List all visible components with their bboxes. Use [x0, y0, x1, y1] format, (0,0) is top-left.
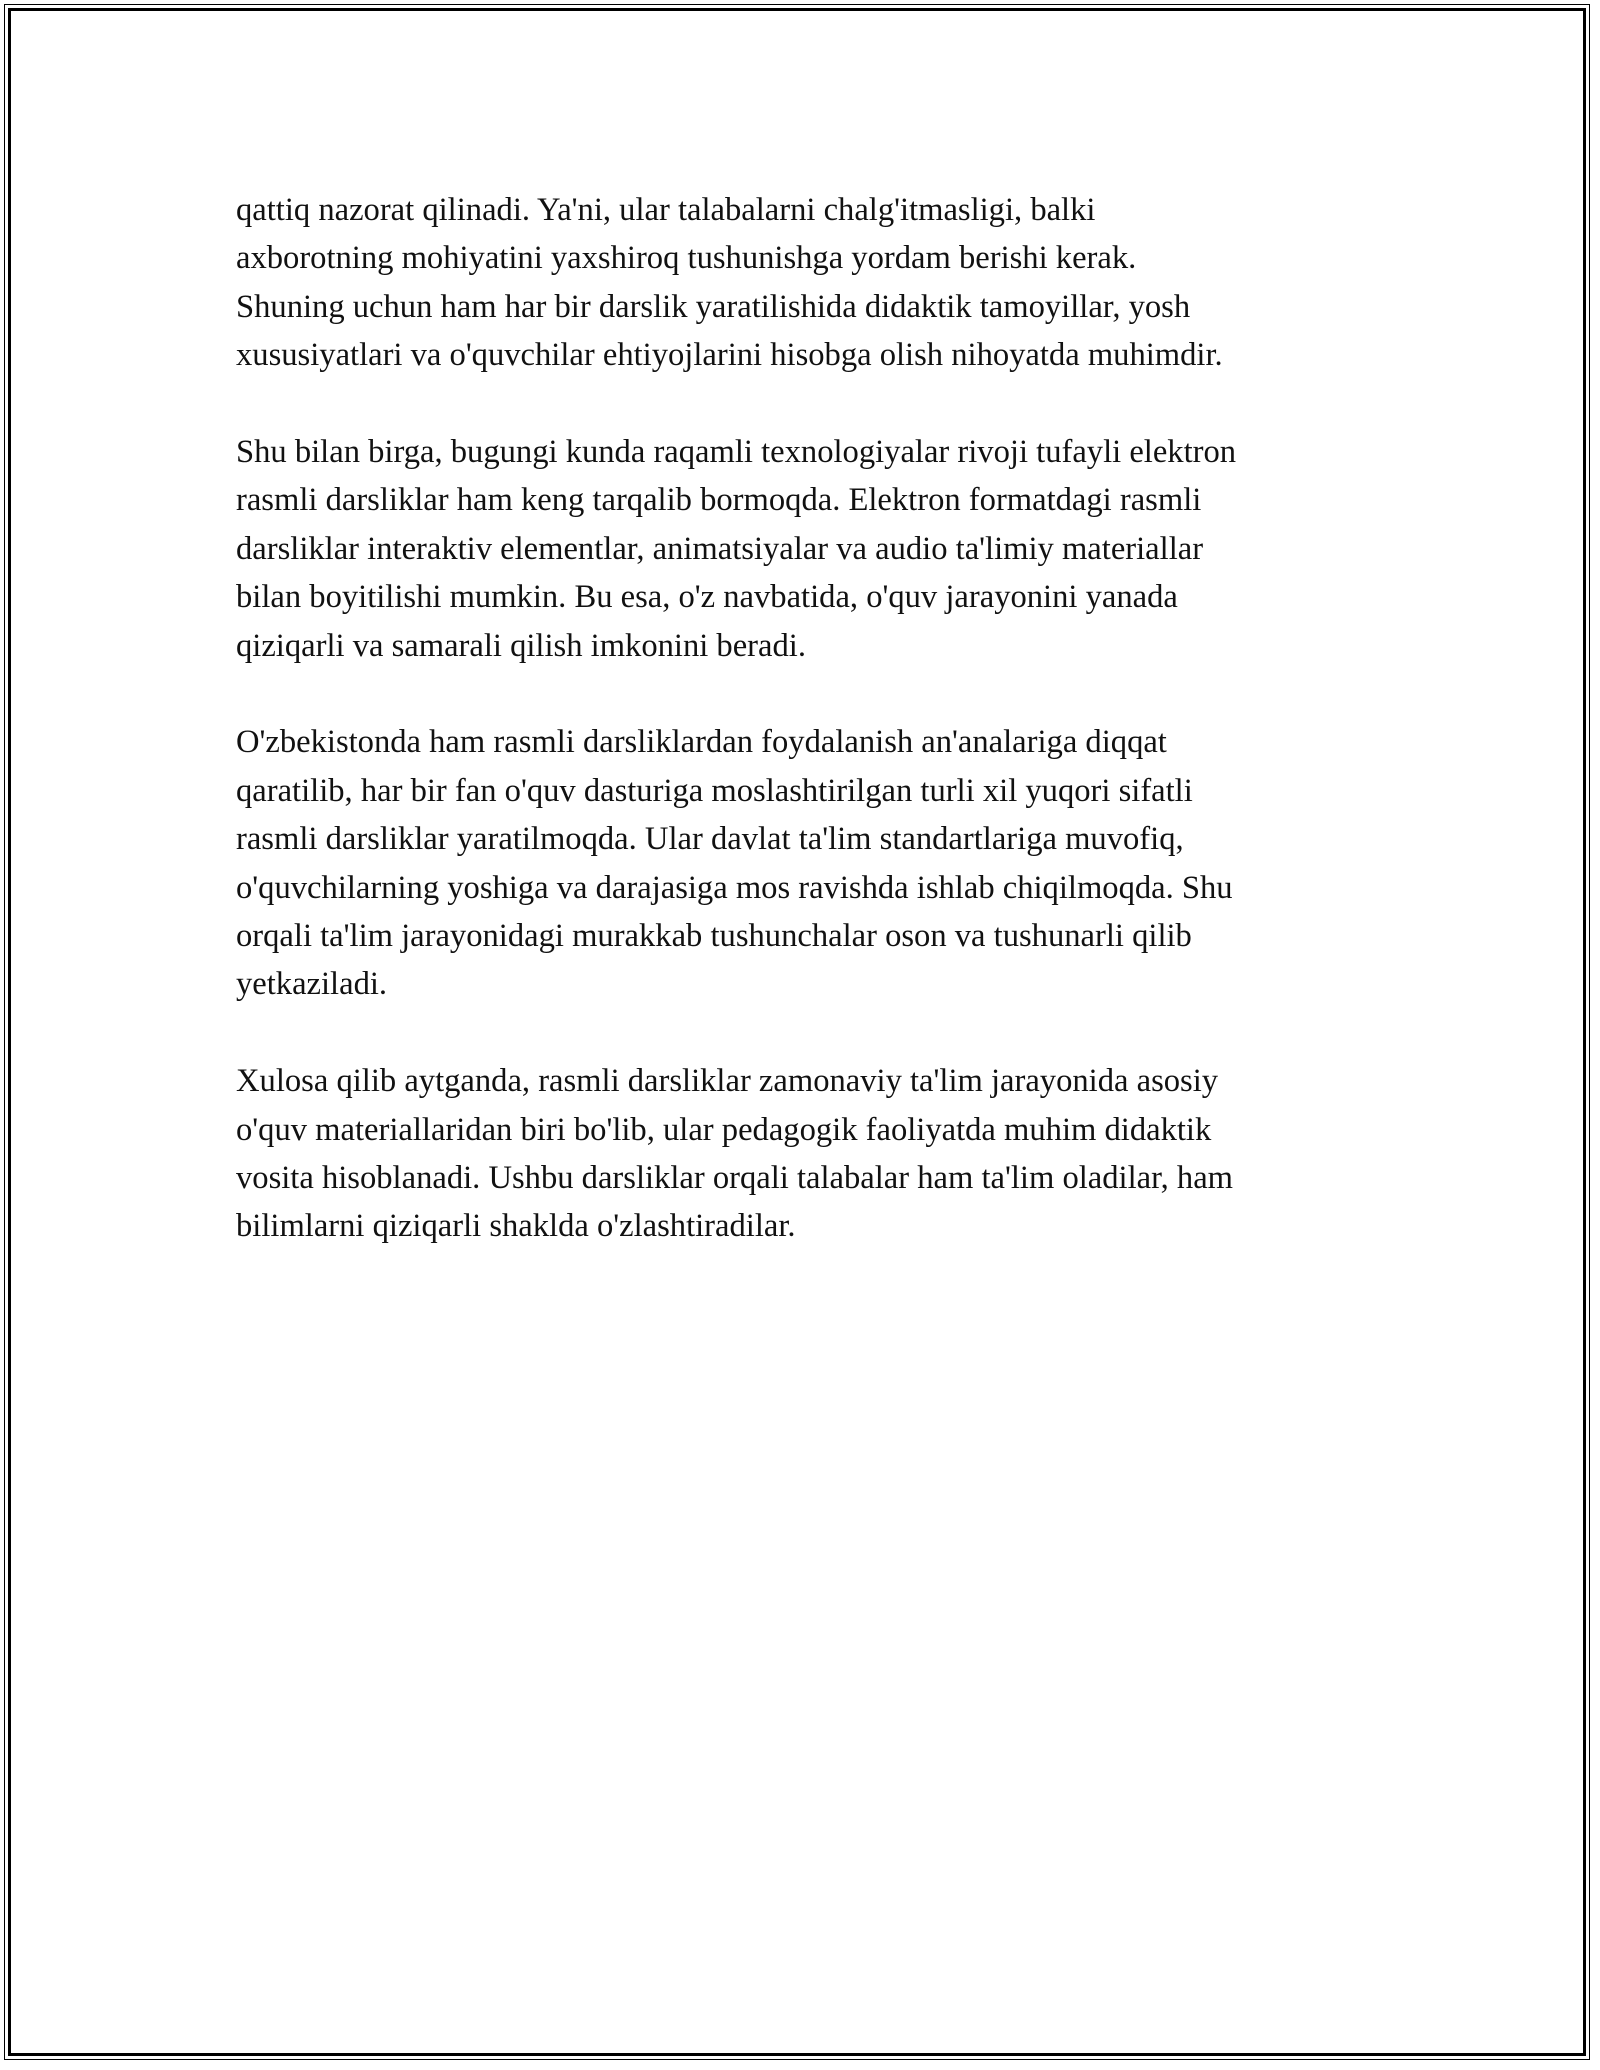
paragraph-3: O'zbekistonda ham rasmli darsliklardan foydalanish an'analariga diqqat qaratilib, har bir fan o'quv dasturiga moslashtirilgan turli xil yuqori sifatli rasmli darsliklar yaratilmoqda. Ular davlat ta'lim standartlariga muvofiq, o'quvchilarning yoshiga va darajasiga mos ravishda ishlab chiqilmoqda. Shu orqali ta'lim jarayonidagi murakkab tushunchalar oson va tushunarli qilib yetkaziladi. [236, 724, 1233, 1003]
paragraph-4: Xulosa qilib aytganda, rasmli darsliklar zamonaviy ta'lim jarayonida asosiy o'quv materiallaridan biri bo'lib, ular pedagogik faoliyatda muhim didaktik vosita hisoblanadi. Ushbu darsliklar orqali talabalar ham ta'lim oladilar, ham bilimlarni qiziqarli shaklda o'zlashtiradilar. [236, 1063, 1234, 1245]
paragraph-1: qattiq nazorat qilinadi. Ya'ni, ular talabalarni chalg'itmasligi, balki axborotning mohiyatini yaxshiroq tushunishga yordam berishi kerak. Shuning uchun ham har bir darslik yaratilishida didaktik tamoyillar, yosh xususiyatlari va o'quvchilar ehtiyojlarini hisobga olish nihoyatda muhimdir. [236, 192, 1223, 374]
document-body [236, 186, 1386, 1251]
paragraph-2: Shu bilan birga, bugungi kunda raqamli texnologiyalar rivoji tufayli elektron rasmli darsliklar ham keng tarqalib bormoqda. Elektron formatdagi rasmli darsliklar interaktiv elementlar, animatsiyalar va audio ta'limiy materiallar bilan boyitilishi mumkin. Bu esa, o'z navbatida, o'quv jarayonini yanada qiziqarli va samarali qilish imkonini beradi. [236, 434, 1237, 664]
